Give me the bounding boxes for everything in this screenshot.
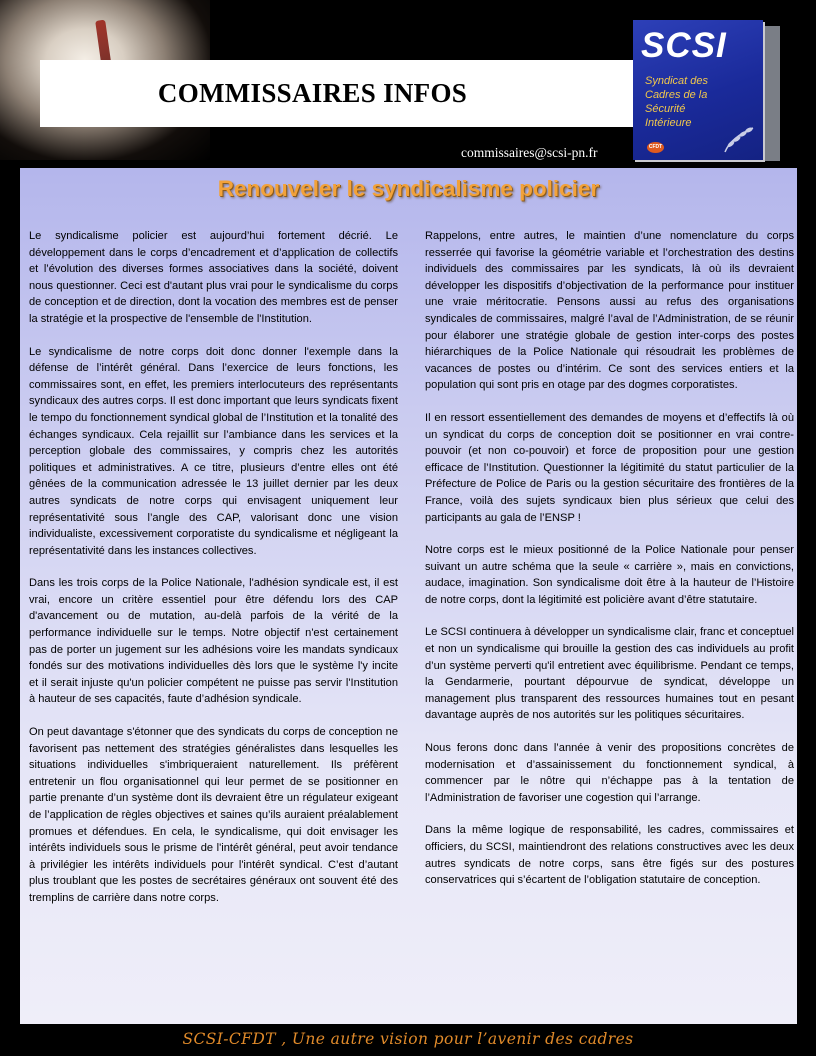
paragraph: Le syndicalisme de notre corps doit donc donner l'exemple dans la défense de l’intérêt général. Dans l’exercice de leurs fonctions, les commissaires sont, en effet, les premiers interlocuteurs des représentants syndicaux des autres corps. Il est donc important que leurs syndicats fixent le tempo du fonctionnement syndical global de l’Institution et la tonalité des échanges syndicaux. Cela rejaillit sur l’ambiance dans les services et la perception globale des commissaires, y compris chez les autorités politiques et administratives. A ce titre, plusieurs d’entre elles ont été gênées de la communication adressée le 13 juillet dernier par les deux autres syndicats de notre corps qui envisagent uniquement leur représentativité sous l’angle des CAP, valorisant donc une vision individualiste, excessivement corporatiste du syndicalisme et négligeant la représentativité dans les instances collectives. [29,345,398,557]
left-column [29,228,398,923]
newsletter-title: COMMISSAIRES INFOS [157,78,468,108]
cfdt-badge-icon: CFDT [647,142,664,153]
paragraph: Rappelons, entre autres, le maintien d’une nomenclature du corps resserrée qui favorise la géométrie variable et l’orchestration des destins individuels des commissaires par les syndicats, là où ils devraient développer les dispositifs d’objectivation de la performance pour instituer une vraie méritocratie. Pensons aussi au refus des organisations syndicales de commissaires, malgré l’aval de l’Administration, de se réunir pour élaborer une stratégie globale de gestion inter-corps des postes hiérarchiques de la Police Nationale qui résoudrait les problèmes de vacances de postes ou d’intérim. Ce sont des services entiers et la population qui sont pris en otage par des dogmes corporatistes. [425,230,794,392]
paragraph: Dans la même logique de responsabilité, les cadres, commissaires et officiers, du SCSI, maintiendront des relations constructives avec les deux autres syndicats de notre corps, sans être figés sur des postures conservatrices qui s’écartent de l’obligation statutaire de conception. [425,824,794,887]
paragraph: Dans les trois corps de la Police Nationale, l'adhésion syndicale est, il est vrai, encore un critère essentiel pour être défendu lors des CAP d'avancement ou de mutation, au-delà parfois de la vérité de la performance individuelle sur le temps. Notre objectif n'est certainement pas de porter un jugement sur les adhésions voire les mandats syndicaux fondés sur des motivations individuelles dès lors que le système l'y incite et il serait injuste qu'un policier compétent ne puisse pas servir l'Institution à hauteur de ses capacités, faute d’adhésion syndicale. [29,577,398,706]
article-panel [20,168,797,1024]
contact-email-link[interactable]: commissaires@scsi-pn.fr [461,145,598,160]
right-column [425,228,794,923]
paragraph: Nous ferons donc dans l’année à venir des propositions concrètes de modernisation et d’assainissement du fonctionnement syndical, à commencer par le nôtre qui n’échappe pas à la tentation de l’Administration de favoriser une cogestion qui l’arrange. [425,742,794,804]
logo-full-name: Syndicat des Cadres de la Sécurité Intérieure [645,75,708,129]
footer-tagline: SCSI-CFDT , Une autre vision pour l’avenir des cadres [182,1030,634,1048]
article-headline: Renouveler le syndicalisme policier [217,176,600,201]
title-band [40,60,640,127]
logo-acronym: SCSI [641,26,727,65]
scsi-logo [633,20,763,160]
laurel-icon [719,114,757,154]
paragraph: On peut davantage s'étonner que des syndicats du corps de conception ne favorisent pas nettement des stratégies généralistes dans lesquelles les situations individuelles s'imbriqueraient naturellement. Ils préfèrent entretenir un flou organisationnel qui leur permet de se positionner en partie prenante d’un système dont ils devraient être un régulateur exigeant de l’application de règles objectives et saines qu’ils auraient préalablement promues et défendues. En cela, le syndicalisme, qui doit envisager les intérêts individuels sous le prisme de l'intérêt général, peut avoir tendance à privilégier les intérêts individuels pour l'intérêt syndical. C’est d’autant plus troublant que les postes de secrétaires généraux ont souvent été des tremplins de carrière dans notre corps. [29,726,398,904]
paragraph: Il en ressort essentiellement des demandes de moyens et d’effectifs là où un syndicat du corps de conception doit se positionner en vrai contre-pouvoir (et non co-pouvoir) et force de proposition pour une gestion efficace de l’Institution. Questionner la légitimité du statut particulier de la Préfecture de Police de Paris ou la gestion sécuritaire des frontières de la France, voilà des sujets syndicaux bien plus sérieux que celui des participants au gala de l’ENSP ! [425,411,794,524]
paragraph: Le syndicalisme policier est aujourd’hui fortement décrié. Le développement dans le corps d’encadrement et d’application de collectifs et l’évolution des diverses formes associatives dans la société, doivent nous questionner. Ceci est d'autant plus vrai pour le syndicalisme du corps de conception et de direction, dont la vocation des membres est de penser la stratégie et la prospective de l'ensemble de l'Institution. [29,230,398,325]
paragraph: Le SCSI continuera à développer un syndicalisme clair, franc et conceptuel et non un syndicalisme qui brouille la gestion des cas individuels au profit d’un système perverti qu'il entretient avec équilibrisme. Pendant ce temps, la Gendarmerie, pourtant dépourvue de syndicat, développe un management plus transparent des ressources humaines tout en pesant davantage auprès de nos autorités sur les politiques sécuritaires. [425,626,794,722]
paragraph: Notre corps est le mieux positionné de la Police Nationale pour penser suivant un autre schéma que la seule « carrière », mais en convictions, audace, imagination. Son syndicalisme doit être à la hauteur de l’Histoire de notre corps, dont la légitimité est policière avant d’être statutaire. [425,544,794,606]
article-columns [29,228,794,923]
